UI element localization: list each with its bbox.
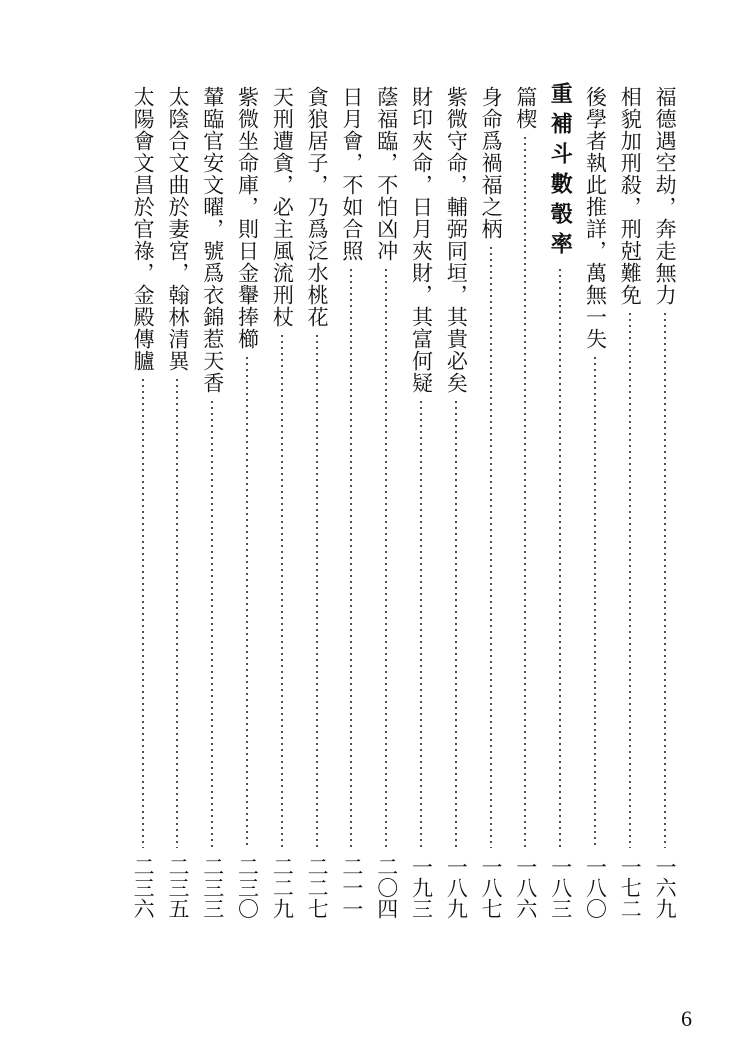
toc-entry <box>473 82 508 982</box>
page-number: 6 <box>681 1006 692 1031</box>
toc-section-title: 重補斗數彀率 <box>547 82 574 262</box>
toc-entry-page: 一九三 <box>409 856 434 919</box>
toc-entry <box>334 82 369 982</box>
toc-entry-title: 財印夾命，日月夾財，其富何疑 <box>409 86 434 394</box>
toc-entry-title: 日月會，不如合照 <box>339 86 364 262</box>
toc-entry <box>612 82 647 982</box>
toc-entry-page: 一八七 <box>479 856 504 919</box>
toc-entry <box>508 82 543 982</box>
toc-entry-page: 一六九 <box>653 856 678 919</box>
toc-entry-title: 相貌加刑殺，刑尅難免 <box>618 86 643 306</box>
toc-entry-title: 身命爲禍福之柄 <box>479 86 504 240</box>
toc-entry-title: 紫微守命，輔弼同垣，其貴必矣 <box>444 86 469 394</box>
toc-entry-title: 太陰合文曲於妻宮，翰林清異 <box>165 86 190 372</box>
toc-entry <box>369 82 404 982</box>
toc-entry-page: 二一一 <box>339 856 364 919</box>
toc-entry-page: 一七二 <box>618 856 643 919</box>
toc-entry <box>230 82 265 982</box>
dot-leader <box>176 377 178 848</box>
table-of-contents <box>125 82 682 982</box>
dot-leader <box>629 311 631 848</box>
toc-entry-page: 二二七 <box>305 856 330 919</box>
toc-entry <box>195 82 230 982</box>
toc-entry-title: 天刑遭貪，必主風流刑杖 <box>270 86 295 328</box>
dot-leader <box>142 377 144 848</box>
dot-leader <box>490 245 492 848</box>
toc-entry-page: 二三〇 <box>235 856 260 919</box>
dot-leader <box>211 399 213 848</box>
toc-entry <box>160 82 195 982</box>
dot-leader <box>246 355 248 848</box>
toc-entry <box>404 82 439 982</box>
toc-entry <box>438 82 473 982</box>
toc-entry <box>125 82 160 982</box>
dot-leader <box>594 355 596 848</box>
toc-section-heading <box>543 82 578 982</box>
toc-entry <box>578 82 613 982</box>
dot-leader <box>420 399 422 848</box>
dot-leader <box>559 267 561 848</box>
toc-entry-page: 一八九 <box>444 856 469 919</box>
toc-entry <box>264 82 299 982</box>
toc-entry-page: 二〇四 <box>374 856 399 919</box>
toc-entry-page: 一八三 <box>548 856 573 919</box>
toc-entry-title: 後學者執此推詳，萬無一失 <box>583 86 608 350</box>
toc-entry <box>299 82 334 982</box>
toc-entry-title: 太陽會文昌於官祿，金殿傳臚 <box>131 86 156 372</box>
dot-leader <box>281 333 283 848</box>
toc-entry-page: 一八〇 <box>583 856 608 919</box>
dot-leader <box>385 267 387 848</box>
toc-entry-page: 二三五 <box>165 856 190 919</box>
dot-leader <box>664 311 666 848</box>
toc-entry-title: 紫微坐命庫，則日金轝捧櫛 <box>235 86 260 350</box>
toc-entry-title: 篇楔 <box>513 86 538 130</box>
toc-entry-title: 輦臨官安文曜，號爲衣錦惹天香 <box>200 86 225 394</box>
dot-leader <box>350 267 352 848</box>
toc-entry-page: 一八六 <box>513 856 538 919</box>
toc-entry-title: 貪狼居子，乃爲泛水桃花 <box>305 86 330 328</box>
toc-entry <box>647 82 682 982</box>
dot-leader <box>455 399 457 848</box>
dot-leader <box>524 135 526 848</box>
toc-entry-page: 二二九 <box>270 856 295 919</box>
dot-leader <box>316 333 318 848</box>
toc-entry-title: 蔭福臨，不怕凶冲 <box>374 86 399 262</box>
toc-entry-page: 二三三 <box>200 856 225 919</box>
toc-entry-title: 福德遇空劫，奔走無力 <box>653 86 678 306</box>
toc-entry-page: 二三六 <box>131 856 156 919</box>
